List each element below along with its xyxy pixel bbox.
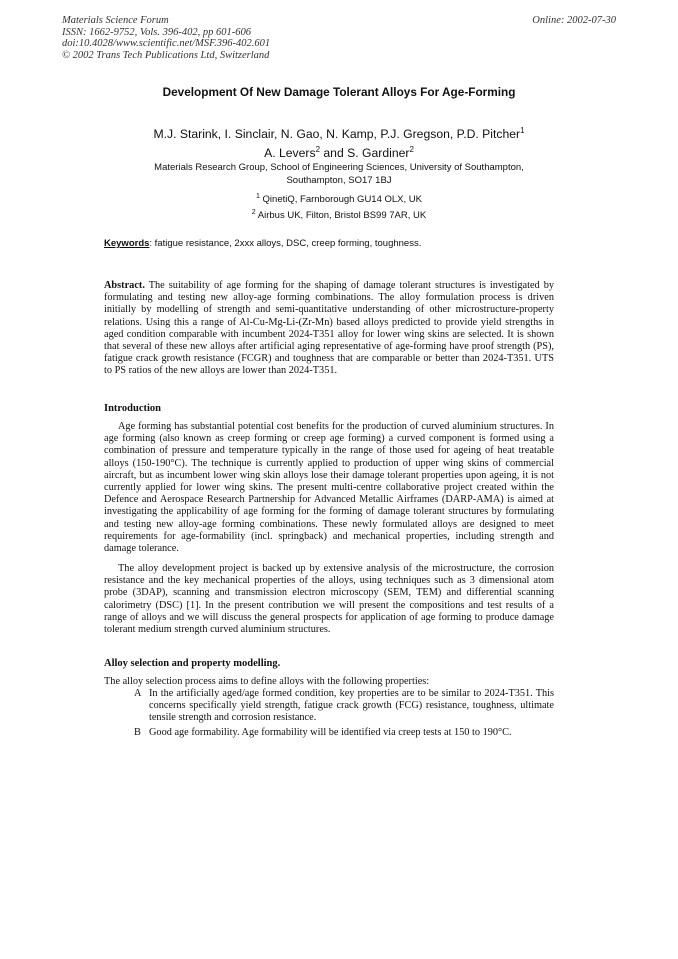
affiliation-text: QinetiQ, Farnborough GU14 OLX, UK <box>259 194 422 206</box>
keywords-label: Keywords <box>104 238 150 249</box>
issn-line: ISSN: 1662-9752, Vols. 396-402, pp 601-606 <box>62 26 251 38</box>
affiliation-airbus <box>0 209 678 221</box>
keywords-text: : fatigue resistance, 2xxx alloys, DSC, creep forming, toughness. <box>149 238 422 249</box>
affiliation-qinetiq <box>0 193 678 205</box>
introduction-paragraph-2: The alloy development project is backed up by extensive analysis of the microstructure, the corrosion resistance and the key mechanical properties of the alloys, using techniques such as 3 dimensional atom probe (3DAP), scanning and transmission electron microscopy (SEM, TEM) and differential scanning calorimetry (DSC) [1]. In the present contribution we will present the compositions and test results of a range of alloys and we will discuss the general prospects for application of age forming to produce damage tolerant medium strength curved aluminium structures. <box>104 563 554 636</box>
author-list <box>0 123 678 161</box>
list-item-label: B <box>134 727 141 738</box>
keywords <box>104 238 421 249</box>
introduction-heading: Introduction <box>104 403 161 414</box>
affiliation-sup: 2 <box>251 209 256 216</box>
abstract <box>104 280 554 378</box>
author-sup: 2 <box>409 145 414 155</box>
online-date: Online: 2002-07-30 <box>532 15 616 26</box>
list-item-text: In the artificially aged/age formed condition, key properties are to be similar to 2024-T351. This concerns specifically yield strength, fatigue crack growth (FCG) resistance, toughness, ultimate tensile strength and corrosion resistance. <box>149 688 554 724</box>
abstract-label: Abstract. <box>104 280 145 291</box>
author-sup: 2 <box>315 145 321 155</box>
author-sup: 1 <box>520 126 525 135</box>
authors-line-2b: and S. Gardiner <box>320 146 410 161</box>
affiliation-line-2: Southampton, SO17 1BJ <box>286 174 392 186</box>
introduction-paragraph-1: Age forming has substantial potential cost benefits for the production of curved aluminium structures. In age forming (also known as creep forming or creep age forming) a curved component is formed using a combination of pressure and temperature typically in the range of those used for ageing of heat treatable alloys (150-190°C). The technique is currently applied to production of upper wing skins of commercial aircraft, but as incumbent lower wing skin alloys lose their damage tolerant properties upon ageing, it is not currently applied for lower wing skins. The present multi-centre collaborative project created within the Defence and Aerospace Research Partnership for Advanced Metallic Airframes (DARP-AMA) is aimed at investigating the applicability of age forming for the forming of damage tolerant structures by formulating and testing new alloy-age forming combinations. These newly formulated alloys are designed to meet requirements for age-formability (incl. springback) and mechanical properties, including strength and damage tolerance. <box>104 421 554 555</box>
affiliation-text: Airbus UK, Filton, Bristol BS99 7AR, UK <box>255 210 427 222</box>
authors-line-2a: A. Levers <box>264 146 316 161</box>
list-item-text: Good age formability. Age formability will be identified via creep tests at 150 to 190°C. <box>149 727 512 738</box>
main-affiliation <box>0 162 678 187</box>
alloy-section-intro: The alloy selection process aims to define alloys with the following properties: <box>104 676 430 687</box>
journal-name: Materials Science Forum <box>62 15 169 26</box>
alloy-section-heading: Alloy selection and property modelling. <box>104 658 281 669</box>
doi-line: doi:10.4028/www.scientific.net/MSF.396-402.601 <box>62 38 271 50</box>
paper-title: Development Of New Damage Tolerant Alloys For Age-Forming <box>162 85 516 99</box>
abstract-text: The suitability of age forming for the shaping of damage tolerant structures is investigated by formulating and testing new alloy-age forming combinations. The alloy formulation process is driven initially by modelling of strength and semi-quantitative understanding of other microstructure-property relations. Using this a range of Al-Cu-Mg-Li-(Zr-Mn) based alloys predicted to provide yield strengths in aged condition comparable with incumbent 2024-T351 alloy for lower wing skins are selected. It is shown that several of these new alloys after artificial aging representative of age-forming have proof strength (PS), fatigue crack growth resistance (FCGR) and toughness that are comparable or better than 2024-T351. UTS to PS ratios of the new alloys are lower than 2024-T351. <box>104 280 554 377</box>
authors-line-1: M.J. Starink, I. Sinclair, N. Gao, N. Kamp, P.J. Gregson, P.D. Pitcher <box>153 127 521 142</box>
journal-header <box>62 15 270 61</box>
affiliation-sup: 1 <box>255 193 260 200</box>
list-item-label: A <box>134 688 142 699</box>
copyright-line: © 2002 Trans Tech Publications Ltd, Switzerland <box>62 49 270 61</box>
affiliation-line-1: Materials Research Group, School of Engineering Sciences, University of Southampton, <box>154 162 524 173</box>
